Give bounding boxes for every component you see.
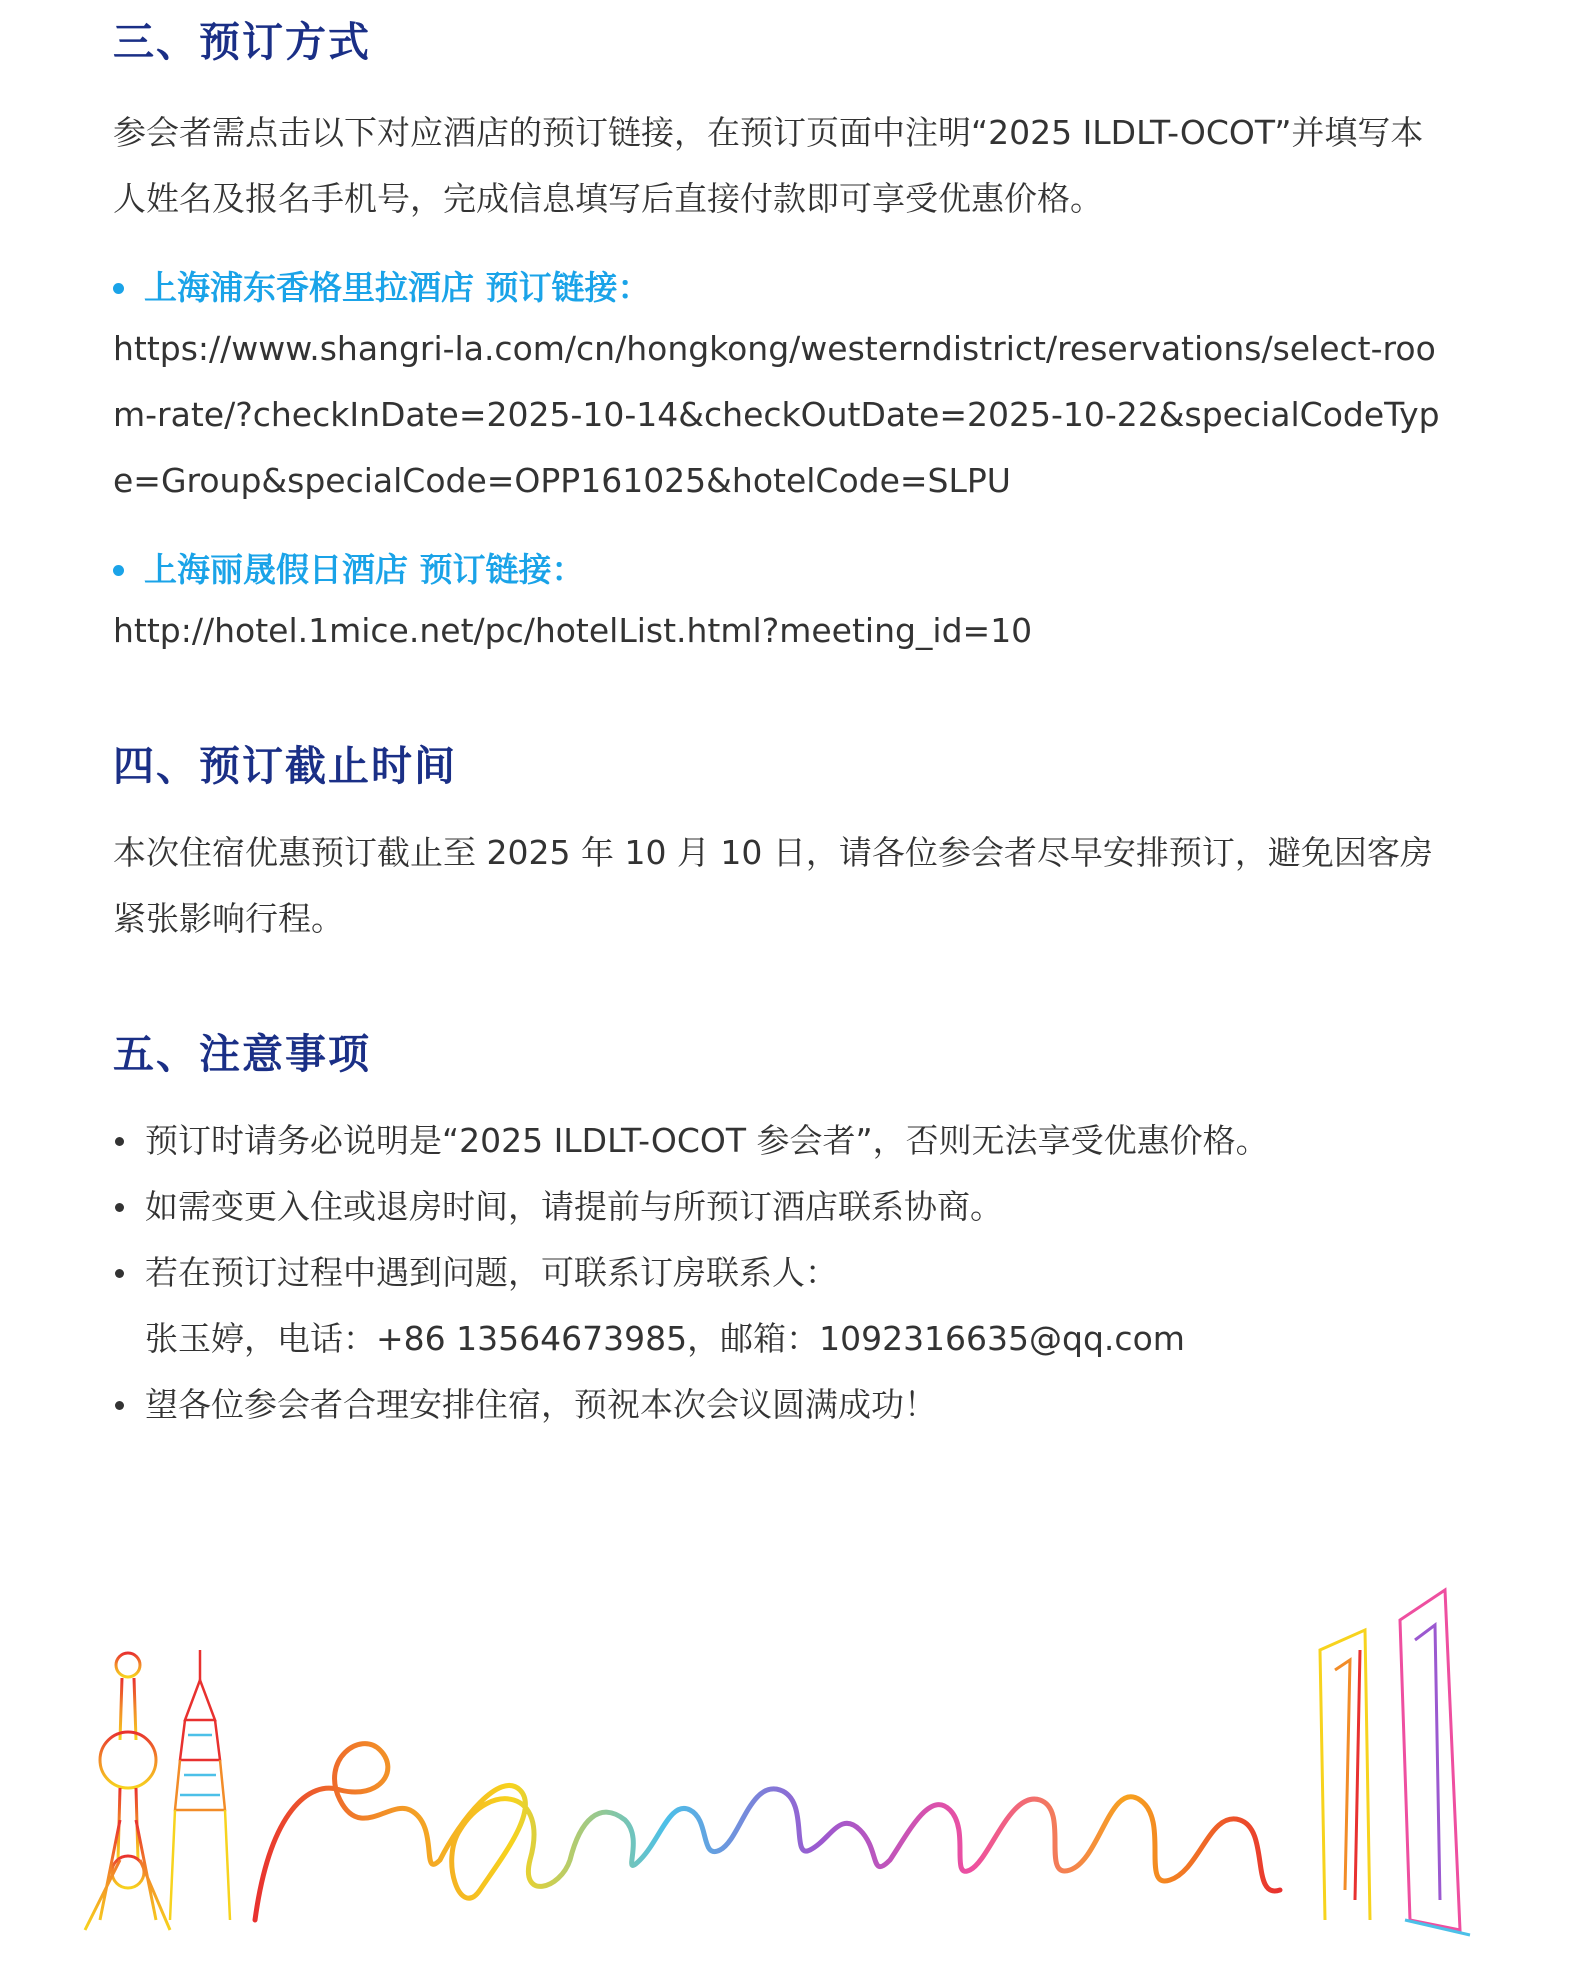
- booking-link-holiday-inn[interactable]: http://hotel.1mice.net/pc/hotelList.html?meeting_id=10: [113, 611, 1033, 650]
- flowing-line-art: [255, 1744, 1280, 1920]
- pearl-tower: [85, 1568, 170, 1930]
- hotel-label-shangri-la: 上海浦东香格里拉酒店 预订链接：: [144, 268, 651, 307]
- note-item: [113, 1174, 1443, 1240]
- section-3-intro: 参会者需点击以下对应酒店的预订链接，在预订页面中注明“2025 ILDLT-OCOT”并填写本人姓名及报名手机号，完成信息填写后直接付款即可享受优惠价格。: [113, 113, 1424, 218]
- note-item: [113, 1240, 1443, 1372]
- note-item: [113, 1372, 1443, 1438]
- note-text: 如需变更入住或退房时间，请提前与所预订酒店联系协商。: [145, 1187, 1003, 1226]
- bullet-icon: [113, 283, 124, 294]
- hotel-item-holiday-inn: [113, 540, 585, 600]
- booking-link-shangri-la[interactable]: https://www.shangri-la.com/cn/hongkong/westerndistrict/reservations/select-room-rate/?checkInDate=2025-10-14&checkOutDate=2025-10-22&specialCodeType=Group&specialCode=OPP161025&hotelCode=SLPU: [113, 329, 1440, 500]
- notes-list: [113, 1108, 1443, 1438]
- section-5-title: 五、注意事项: [113, 1030, 371, 1078]
- bullet-icon: [113, 565, 124, 576]
- note-text: 预订时请务必说明是“2025 ILDLT-OCOT 参会者”，否则无法享受优惠价格。: [145, 1121, 1269, 1160]
- bullet-icon: [115, 1269, 124, 1278]
- bullet-icon: [115, 1203, 124, 1212]
- section-3-title: 三、预订方式: [113, 18, 371, 66]
- note-text: 望各位参会者合理安排住宿，预祝本次会议圆满成功！: [145, 1385, 937, 1424]
- hotel-label-holiday-inn: 上海丽晟假日酒店 预订链接：: [144, 550, 585, 589]
- bullet-icon: [115, 1137, 124, 1146]
- shanghai-skyline-illustration: [80, 1560, 1510, 1940]
- note-item: [113, 1108, 1443, 1174]
- section-4-text: 本次住宿优惠预订截止至 2025 年 10 月 10 日，请各位参会者尽早安排预订，避免因客房紧张影响行程。: [113, 833, 1433, 938]
- section-4-title: 四、预订截止时间: [113, 742, 457, 790]
- hotel-item-shangri-la: [113, 258, 651, 318]
- jinmao-tower: [170, 1650, 230, 1920]
- swfc-tower: [1400, 1590, 1470, 1935]
- note-text: 若在预订过程中遇到问题，可联系订房联系人：: [145, 1253, 838, 1292]
- contact-info: 张玉婷，电话：+86 13564673985，邮箱：1092316635@qq.com: [145, 1319, 1185, 1358]
- bullet-icon: [115, 1401, 124, 1410]
- shanghai-tower: [1320, 1630, 1370, 1920]
